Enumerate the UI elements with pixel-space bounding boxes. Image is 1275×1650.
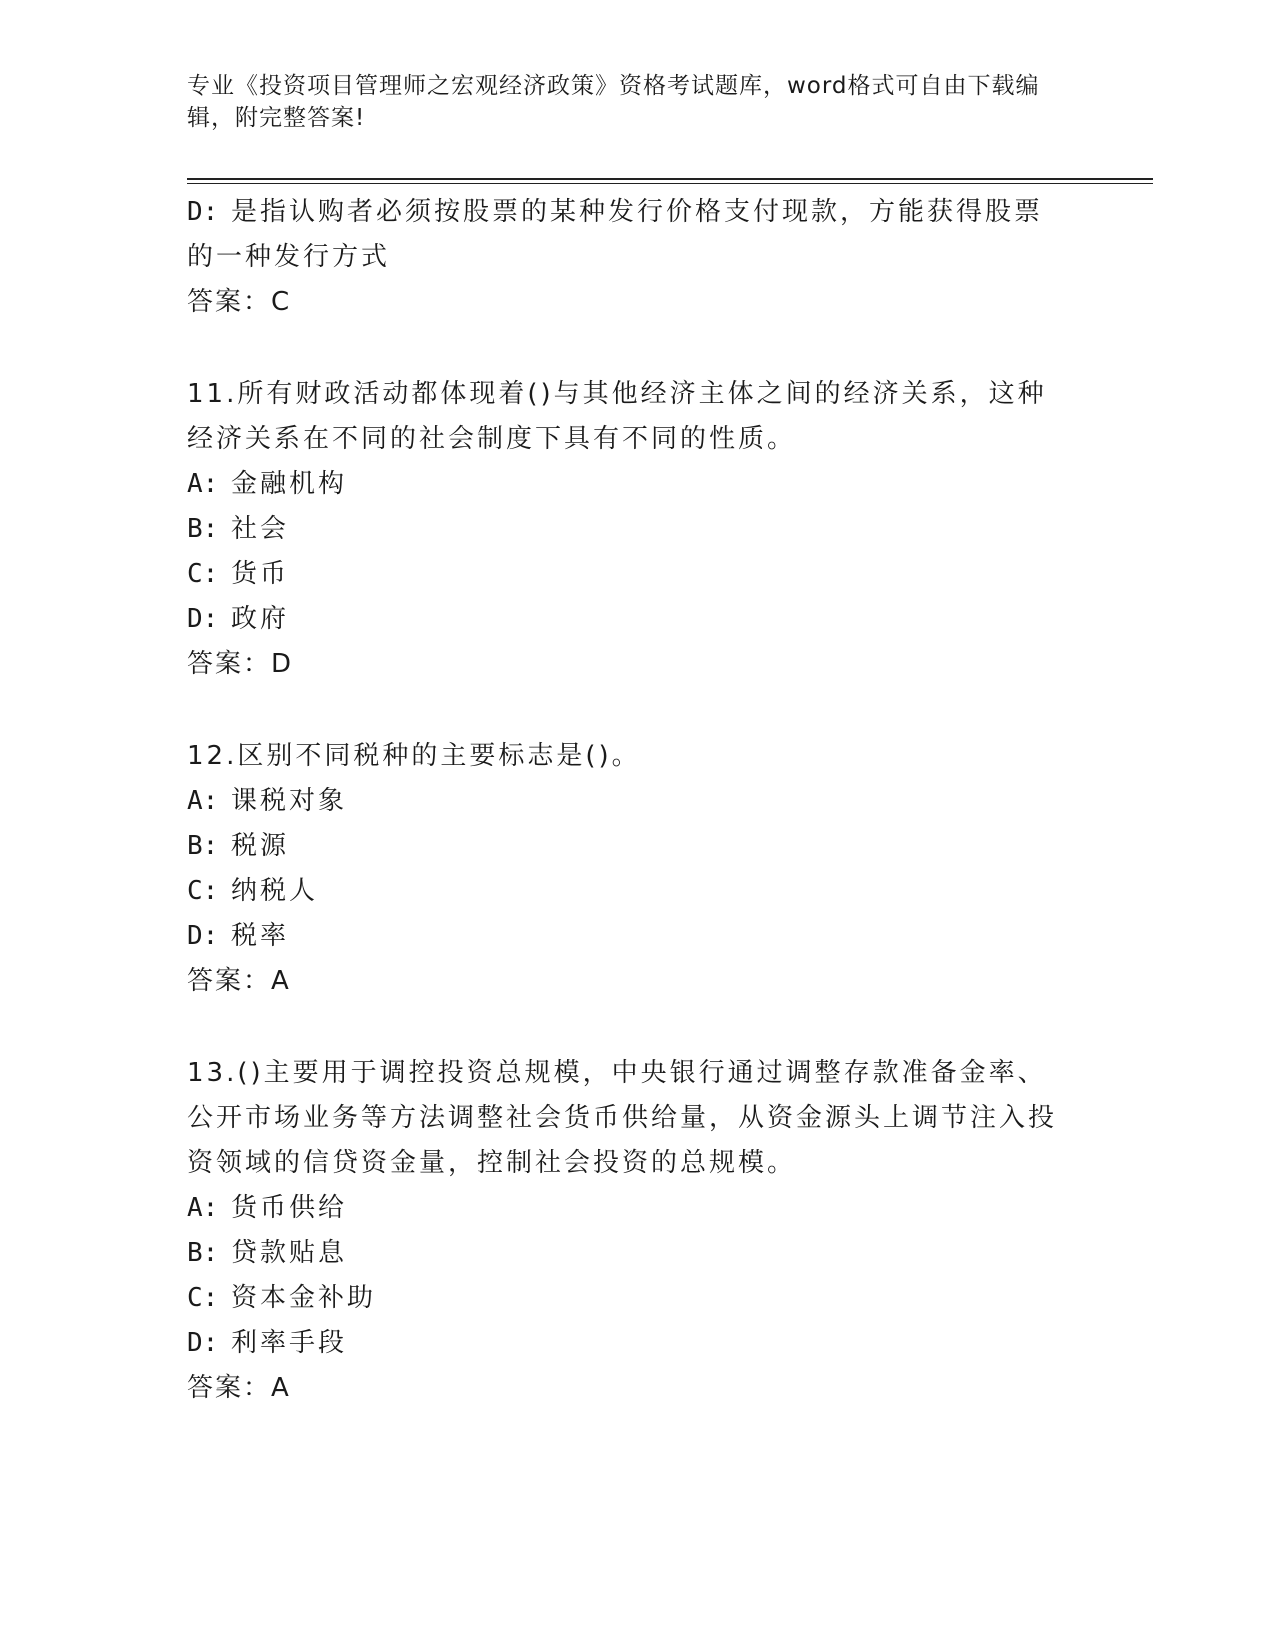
question-text: 所有财政活动都体现着()与其他经济主体之间的经济关系，这种经济关系在不同的社会制度下具有不同的性质。: [187, 379, 1047, 454]
option-key: C:: [187, 1283, 219, 1313]
option-text: 货币供给: [231, 1193, 348, 1223]
option-text: 社会: [231, 514, 290, 544]
question-11-option-a: [187, 462, 1067, 507]
option-key: C:: [187, 559, 219, 589]
question-11-option-c: [187, 552, 1067, 597]
question-13-option-a: [187, 1186, 1067, 1231]
answer-label: 答案：: [187, 649, 272, 679]
option-key: D:: [187, 604, 219, 634]
answer-value: A: [271, 966, 292, 996]
option-text: 金融机构: [231, 469, 348, 499]
question-11-option-b: [187, 507, 1067, 552]
option-key: C:: [187, 876, 219, 906]
question-13-stem: [187, 1051, 1067, 1186]
option-key: B:: [187, 514, 219, 544]
prev-answer: [187, 280, 1067, 325]
answer-label: 答案：: [187, 287, 272, 317]
question-11-option-d: [187, 597, 1067, 642]
question-text: ()主要用于调控投资总规模，中央银行通过调整存款准备金率、公开市场业务等方法调整社会货币供给量，从资金源头上调节注入投资领域的信贷资金量，控制社会投资的总规模。: [187, 1058, 1058, 1178]
answer-value: A: [271, 1373, 292, 1403]
question-13-option-b: [187, 1231, 1067, 1276]
answer-label: 答案：: [187, 966, 272, 996]
question-list: [187, 190, 1067, 1411]
question-12-option-a: [187, 779, 1067, 824]
question-13-option-c: [187, 1276, 1067, 1321]
question-12-option-d: [187, 914, 1067, 959]
question-12-stem: [187, 734, 1067, 779]
option-key: A:: [187, 786, 219, 816]
header-divider-thick: [187, 178, 1153, 180]
option-text: 货币: [231, 559, 290, 589]
option-text: 利率手段: [231, 1328, 348, 1358]
question-11-answer: [187, 642, 1067, 687]
option-text: 税率: [231, 921, 290, 951]
option-key: D:: [187, 1328, 219, 1358]
answer-label: 答案：: [187, 1373, 272, 1403]
prev-option-d: [187, 190, 1067, 280]
option-text: 课税对象: [231, 786, 348, 816]
option-key: B:: [187, 831, 219, 861]
option-key: A:: [187, 1193, 219, 1223]
question-13-answer: [187, 1366, 1067, 1411]
question-number: 11.: [187, 379, 238, 409]
option-key: D:: [187, 921, 219, 951]
question-12-answer: [187, 959, 1067, 1004]
header-divider-thin: [187, 183, 1153, 184]
option-text: 贷款贴息: [231, 1238, 348, 1268]
option-key: A:: [187, 469, 219, 499]
document-header: 专业《投资项目管理师之宏观经济政策》资格考试题库，word格式可自由下载编辑，附完整答案!: [187, 73, 1040, 131]
question-text: 区别不同税种的主要标志是()。: [237, 741, 641, 771]
option-text: 资本金补助: [231, 1283, 377, 1313]
answer-value: C: [271, 287, 293, 317]
question-12-option-c: [187, 869, 1067, 914]
option-text: 是指认购者必须按股票的某种发行价格支付现款，方能获得股票的一种发行方式: [187, 197, 1044, 272]
question-11-stem: [187, 372, 1067, 462]
option-text: 税源: [231, 831, 290, 861]
answer-value: D: [271, 649, 295, 679]
question-number: 12.: [187, 741, 238, 771]
option-key: D:: [187, 197, 219, 227]
option-key: B:: [187, 1238, 219, 1268]
option-text: 政府: [231, 604, 290, 634]
question-number: 13.: [187, 1058, 238, 1088]
question-12-option-b: [187, 824, 1067, 869]
option-text: 纳税人: [231, 876, 319, 906]
question-13-option-d: [187, 1321, 1067, 1366]
